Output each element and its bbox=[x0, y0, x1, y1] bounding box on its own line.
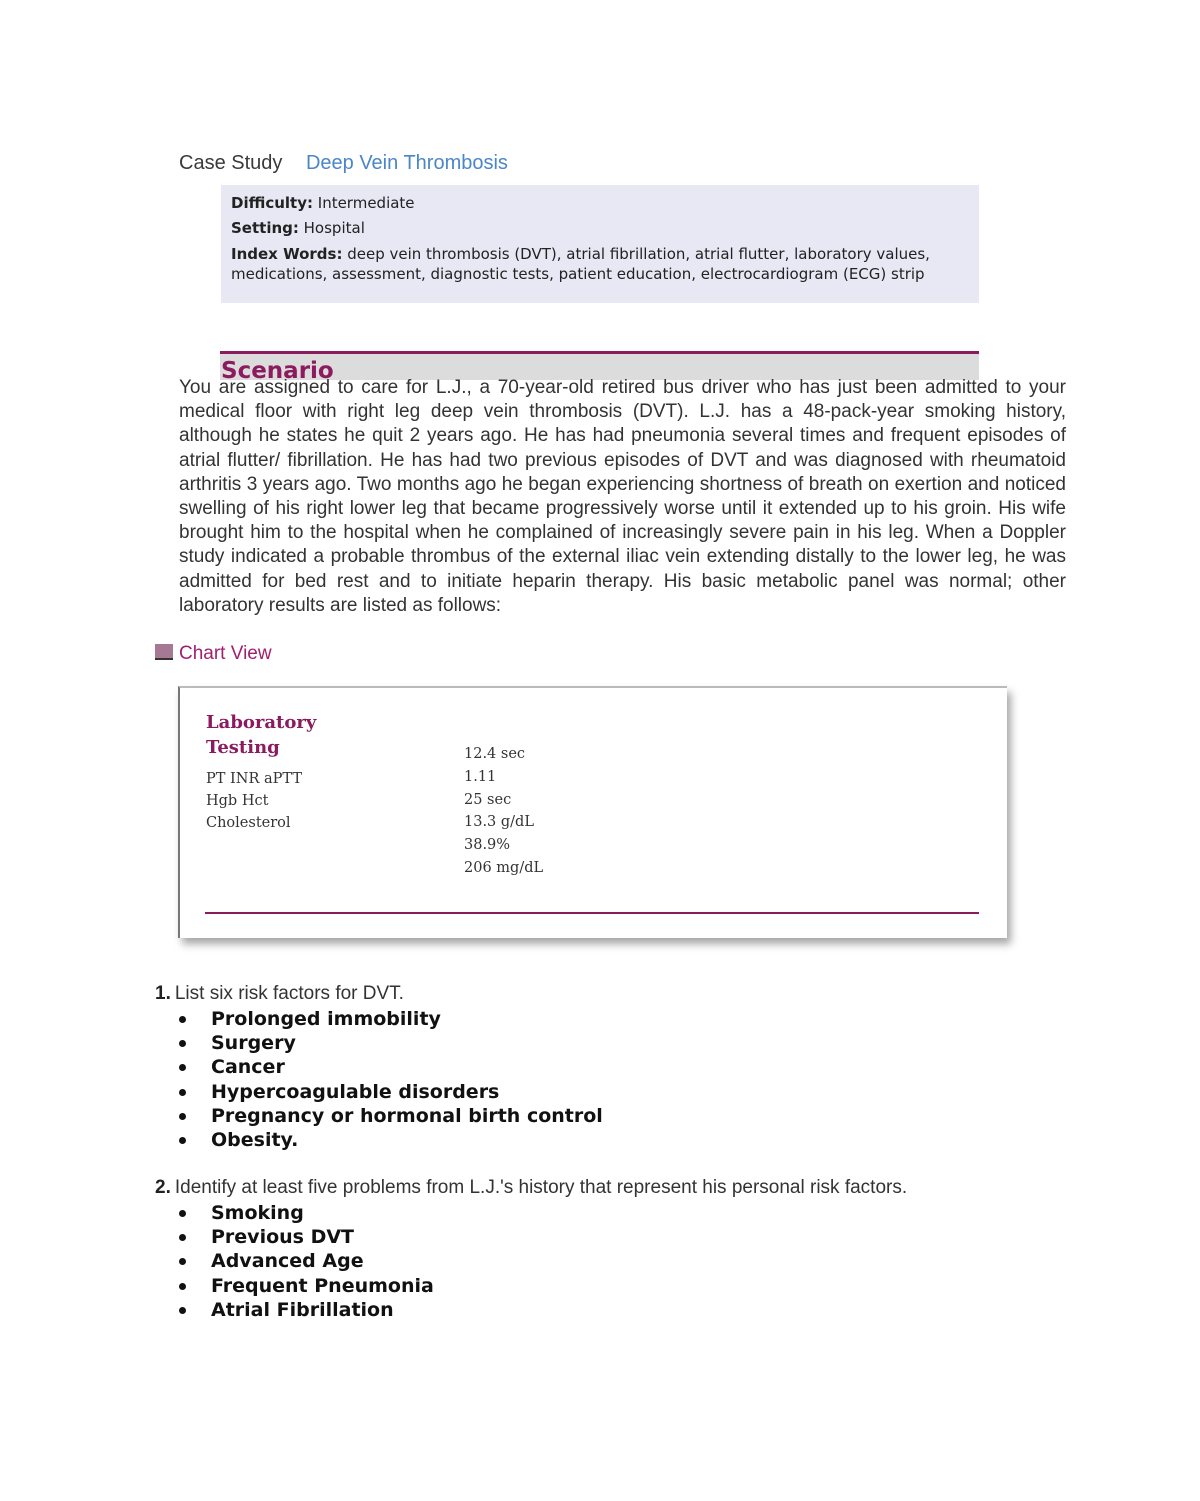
lab-value: 38.9% bbox=[464, 837, 511, 854]
question-2-answers bbox=[179, 1201, 434, 1322]
lab-title bbox=[206, 710, 316, 760]
lab-value: 1.11 bbox=[464, 768, 497, 785]
difficulty-row bbox=[231, 191, 969, 216]
question-1 bbox=[155, 983, 404, 1005]
question-1-answers bbox=[179, 1007, 603, 1152]
question-2 bbox=[155, 1177, 907, 1199]
setting-row bbox=[231, 216, 969, 241]
list-item: Previous DVT bbox=[179, 1225, 434, 1249]
question-text: List six risk factors for DVT. bbox=[174, 983, 404, 1004]
question-text: Identify at least five problems from L.J.'s history that represent his personal risk factors. bbox=[174, 1177, 908, 1198]
setting-value: Hospital bbox=[303, 219, 365, 237]
page-title bbox=[179, 152, 508, 175]
question-number: 1. bbox=[155, 983, 171, 1004]
lab-value: 25 sec bbox=[464, 791, 512, 808]
lab-test-values bbox=[464, 743, 543, 880]
lab-value: 13.3 g/dL bbox=[464, 814, 534, 831]
lab-title-line2: Testing bbox=[206, 737, 280, 758]
index-words-label: Index Words: bbox=[231, 245, 343, 263]
list-item: Frequent Pneumonia bbox=[179, 1274, 434, 1298]
list-item: Surgery bbox=[179, 1031, 603, 1055]
list-item: Cancer bbox=[179, 1055, 603, 1079]
scenario-heading: Scenario bbox=[221, 358, 334, 384]
list-item: Pregnancy or hormonal birth control bbox=[179, 1104, 603, 1128]
lab-test-name: Hgb Hct bbox=[206, 793, 269, 809]
lab-test-name: Cholesterol bbox=[206, 815, 291, 831]
scenario-text: You are assigned to care for L.J., a 70-year-old retired bus driver who has just been admitted to your medical floor with right leg deep vein thrombosis (DVT). L.J. has a 48-pack-year smoking history, although he states he quit 2 years ago. He has had pneumonia several times and frequent episodes of atrial flutter/ fibrillation. He has had two previous episodes of DVT and was diagnosed with rheumatoid arthritis 3 years ago. Two months ago he began experiencing shortness of breath on exertion and noticed swelling of his right lower leg that became progressively worse until it extended up to his groin. His wife brought him to the hospital when he complained of increasingly severe pain in his leg. When a Doppler study indicated a probable thrombus of the external iliac vein extending distally to the lower leg, he was admitted for bed rest and to initiate heparin therapy. His basic metabolic panel was normal; other laboratory results are listed as follows: bbox=[179, 377, 1066, 616]
question-number: 2. bbox=[155, 1177, 171, 1198]
list-item: Advanced Age bbox=[179, 1249, 434, 1273]
lab-divider bbox=[205, 912, 979, 914]
case-topic: Deep Vein Thrombosis bbox=[305, 152, 508, 174]
list-item: Hypercoagulable disorders bbox=[179, 1080, 603, 1104]
lab-test-names bbox=[206, 768, 302, 834]
setting-label: Setting: bbox=[231, 219, 299, 237]
list-item: Prolonged immobility bbox=[179, 1007, 603, 1031]
index-words-value: deep vein thrombosis (DVT), atrial fibrillation, atrial flutter, laboratory values, medications, assessment, diagnostic tests, patient education, electrocardiogram (ECG) strip bbox=[231, 245, 930, 283]
difficulty-value: Intermediate bbox=[317, 194, 415, 212]
lab-value: 12.4 sec bbox=[464, 746, 526, 762]
case-study-label: Case Study bbox=[179, 152, 283, 174]
list-item: Obesity. bbox=[179, 1128, 603, 1152]
index-words-row bbox=[231, 244, 969, 284]
lab-value: 206 mg/dL bbox=[464, 859, 544, 876]
chart-view-link[interactable] bbox=[155, 643, 272, 665]
list-item: Smoking bbox=[179, 1201, 434, 1225]
chart-view-label: Chart View bbox=[179, 643, 272, 664]
case-info-box bbox=[221, 185, 979, 303]
list-item: Atrial Fibrillation bbox=[179, 1298, 434, 1322]
lab-title-line1: Laboratory bbox=[206, 712, 317, 733]
difficulty-label: Difficulty: bbox=[231, 194, 313, 212]
lab-test-name: PT INR aPTT bbox=[206, 771, 302, 787]
chart-view-icon bbox=[155, 644, 173, 660]
